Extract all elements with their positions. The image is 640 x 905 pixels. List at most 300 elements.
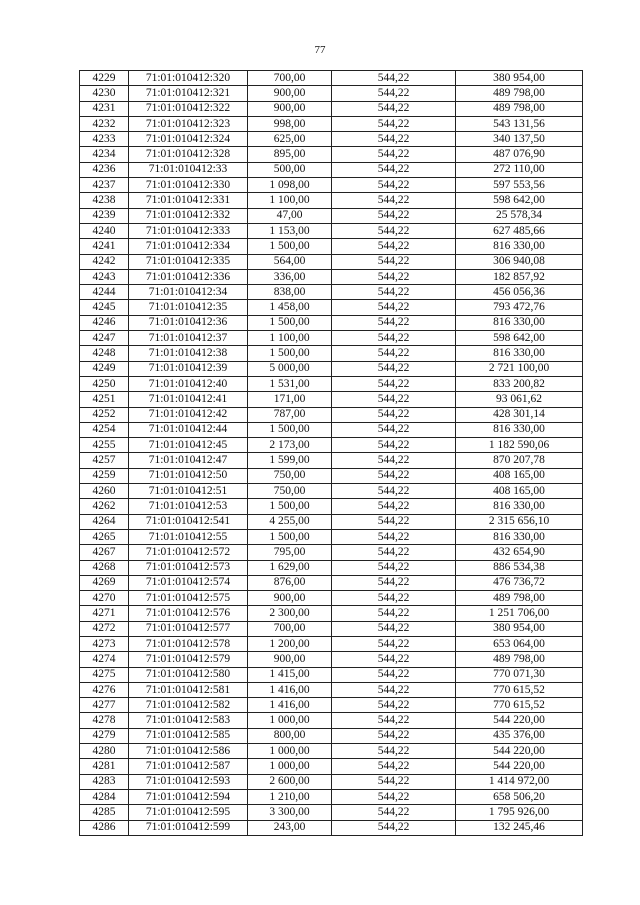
cadastral-value-cell: 1 414 972,00: [456, 774, 583, 789]
table-row: [80, 254, 583, 269]
table-row: [80, 789, 583, 804]
cadastral-value-cell: 487 076,90: [456, 147, 583, 162]
row-number-cell: 4281: [80, 759, 129, 774]
cadastral-number-cell: 71:01:010412:595: [129, 805, 248, 820]
area-cell: 1 531,00: [248, 376, 332, 391]
cadastral-number-cell: 71:01:010412:572: [129, 545, 248, 560]
area-cell: 1 416,00: [248, 682, 332, 697]
row-number-cell: 4238: [80, 193, 129, 208]
cadastral-number-cell: 71:01:010412:322: [129, 101, 248, 116]
table-row: [80, 178, 583, 193]
area-cell: 700,00: [248, 71, 332, 86]
table-row: [80, 392, 583, 407]
specific-value-cell: 544,22: [332, 239, 456, 254]
row-number-cell: 4260: [80, 484, 129, 499]
cadastral-value-cell: 658 506,20: [456, 789, 583, 804]
cadastral-value-cell: 816 330,00: [456, 499, 583, 514]
table-row: [80, 361, 583, 376]
table-row: [80, 376, 583, 391]
cadastral-value-cell: 1 795 926,00: [456, 805, 583, 820]
specific-value-cell: 544,22: [332, 193, 456, 208]
table-row: [80, 422, 583, 437]
row-number-cell: 4264: [80, 514, 129, 529]
specific-value-cell: 544,22: [332, 361, 456, 376]
row-number-cell: 4268: [80, 560, 129, 575]
area-cell: 800,00: [248, 728, 332, 743]
area-cell: 900,00: [248, 86, 332, 101]
cadastral-number-cell: 71:01:010412:579: [129, 652, 248, 667]
specific-value-cell: 544,22: [332, 178, 456, 193]
table-row: [80, 239, 583, 254]
specific-value-cell: 544,22: [332, 621, 456, 636]
area-cell: 5 000,00: [248, 361, 332, 376]
specific-value-cell: 544,22: [332, 300, 456, 315]
table-row: [80, 820, 583, 835]
row-number-cell: 4236: [80, 162, 129, 177]
cadastral-number-cell: 71:01:010412:39: [129, 361, 248, 376]
cadastral-value-cell: 598 642,00: [456, 331, 583, 346]
specific-value-cell: 544,22: [332, 682, 456, 697]
row-number-cell: 4284: [80, 789, 129, 804]
cadastral-value-cell: 489 798,00: [456, 101, 583, 116]
row-number-cell: 4279: [80, 728, 129, 743]
row-number-cell: 4278: [80, 713, 129, 728]
cadastral-number-cell: 71:01:010412:320: [129, 71, 248, 86]
specific-value-cell: 544,22: [332, 71, 456, 86]
cadastral-number-cell: 71:01:010412:582: [129, 698, 248, 713]
cadastral-value-cell: 489 798,00: [456, 86, 583, 101]
cadastral-value-cell: 543 131,56: [456, 116, 583, 131]
row-number-cell: 4273: [80, 636, 129, 651]
cadastral-value-cell: 793 472,76: [456, 300, 583, 315]
row-number-cell: 4283: [80, 774, 129, 789]
area-cell: 336,00: [248, 269, 332, 284]
cadastral-value-cell: 816 330,00: [456, 346, 583, 361]
cadastral-number-cell: 71:01:010412:576: [129, 606, 248, 621]
specific-value-cell: 544,22: [332, 331, 456, 346]
area-cell: 1 153,00: [248, 223, 332, 238]
specific-value-cell: 544,22: [332, 575, 456, 590]
table-row: [80, 744, 583, 759]
cadastral-value-cell: 132 245,46: [456, 820, 583, 835]
cadastral-number-cell: 71:01:010412:580: [129, 667, 248, 682]
cadastral-value-cell: 653 064,00: [456, 636, 583, 651]
table-row: [80, 728, 583, 743]
row-number-cell: 4243: [80, 269, 129, 284]
area-cell: 625,00: [248, 132, 332, 147]
specific-value-cell: 544,22: [332, 529, 456, 544]
table-row: [80, 606, 583, 621]
row-number-cell: 4271: [80, 606, 129, 621]
area-cell: 1 200,00: [248, 636, 332, 651]
cadastral-number-cell: 71:01:010412:577: [129, 621, 248, 636]
row-number-cell: 4257: [80, 453, 129, 468]
cadastral-value-cell: 833 200,82: [456, 376, 583, 391]
table-row: [80, 591, 583, 606]
area-cell: 4 255,00: [248, 514, 332, 529]
cadastral-value-cell: 816 330,00: [456, 422, 583, 437]
area-cell: 2 173,00: [248, 438, 332, 453]
cadastral-value-cell: 182 857,92: [456, 269, 583, 284]
cadastral-value-cell: 1 182 590,06: [456, 438, 583, 453]
cadastral-number-cell: 71:01:010412:321: [129, 86, 248, 101]
cadastral-value-cell: 93 061,62: [456, 392, 583, 407]
area-cell: 1 458,00: [248, 300, 332, 315]
cadastral-number-cell: 71:01:010412:36: [129, 315, 248, 330]
area-cell: 900,00: [248, 591, 332, 606]
row-number-cell: 4259: [80, 468, 129, 483]
area-cell: 1 500,00: [248, 422, 332, 437]
cadastral-number-cell: 71:01:010412:44: [129, 422, 248, 437]
specific-value-cell: 544,22: [332, 162, 456, 177]
specific-value-cell: 544,22: [332, 484, 456, 499]
row-number-cell: 4254: [80, 422, 129, 437]
area-cell: 47,00: [248, 208, 332, 223]
row-number-cell: 4251: [80, 392, 129, 407]
specific-value-cell: 544,22: [332, 269, 456, 284]
cadastral-number-cell: 71:01:010412:573: [129, 560, 248, 575]
row-number-cell: 4270: [80, 591, 129, 606]
page-number: 77: [314, 44, 326, 56]
area-cell: 1 100,00: [248, 331, 332, 346]
specific-value-cell: 544,22: [332, 132, 456, 147]
area-cell: 1 629,00: [248, 560, 332, 575]
row-number-cell: 4239: [80, 208, 129, 223]
area-cell: 900,00: [248, 101, 332, 116]
table-row: [80, 667, 583, 682]
specific-value-cell: 544,22: [332, 208, 456, 223]
cadastral-number-cell: 71:01:010412:323: [129, 116, 248, 131]
table-row: [80, 193, 583, 208]
specific-value-cell: 544,22: [332, 468, 456, 483]
table-row: [80, 499, 583, 514]
row-number-cell: 4269: [80, 575, 129, 590]
table-row: [80, 560, 583, 575]
cadastral-value-cell: 456 056,36: [456, 285, 583, 300]
area-cell: 1 500,00: [248, 529, 332, 544]
area-cell: 2 600,00: [248, 774, 332, 789]
table-row: [80, 652, 583, 667]
specific-value-cell: 544,22: [332, 545, 456, 560]
cadastral-value-cell: 770 071,30: [456, 667, 583, 682]
table-row: [80, 285, 583, 300]
cadastral-value-cell: 272 110,00: [456, 162, 583, 177]
area-cell: 1 000,00: [248, 744, 332, 759]
row-number-cell: 4248: [80, 346, 129, 361]
table-row: [80, 116, 583, 131]
cadastral-number-cell: 71:01:010412:47: [129, 453, 248, 468]
area-cell: 1 210,00: [248, 789, 332, 804]
cadastral-value-cell: 816 330,00: [456, 529, 583, 544]
row-number-cell: 4280: [80, 744, 129, 759]
table-row: [80, 636, 583, 651]
table-row: [80, 453, 583, 468]
row-number-cell: 4277: [80, 698, 129, 713]
cadastral-number-cell: 71:01:010412:328: [129, 147, 248, 162]
specific-value-cell: 544,22: [332, 805, 456, 820]
specific-value-cell: 544,22: [332, 223, 456, 238]
cadastral-number-cell: 71:01:010412:330: [129, 178, 248, 193]
table-row: [80, 300, 583, 315]
area-cell: 3 300,00: [248, 805, 332, 820]
specific-value-cell: 544,22: [332, 499, 456, 514]
row-number-cell: 4262: [80, 499, 129, 514]
area-cell: 500,00: [248, 162, 332, 177]
specific-value-cell: 544,22: [332, 392, 456, 407]
specific-value-cell: 544,22: [332, 514, 456, 529]
cadastral-value-cell: 489 798,00: [456, 591, 583, 606]
table-row: [80, 575, 583, 590]
cadastral-value-cell: 627 485,66: [456, 223, 583, 238]
specific-value-cell: 544,22: [332, 101, 456, 116]
cadastral-value-cell: 770 615,52: [456, 682, 583, 697]
cadastral-number-cell: 71:01:010412:42: [129, 407, 248, 422]
row-number-cell: 4286: [80, 820, 129, 835]
specific-value-cell: 544,22: [332, 285, 456, 300]
specific-value-cell: 544,22: [332, 560, 456, 575]
specific-value-cell: 544,22: [332, 438, 456, 453]
cadastral-number-cell: 71:01:010412:55: [129, 529, 248, 544]
table-row: [80, 269, 583, 284]
cadastral-value-cell: 544 220,00: [456, 713, 583, 728]
row-number-cell: 4285: [80, 805, 129, 820]
specific-value-cell: 544,22: [332, 698, 456, 713]
cadastral-number-cell: 71:01:010412:541: [129, 514, 248, 529]
row-number-cell: 4233: [80, 132, 129, 147]
table-row: [80, 86, 583, 101]
cadastral-number-cell: 71:01:010412:41: [129, 392, 248, 407]
cadastral-value-cell: 2 315 656,10: [456, 514, 583, 529]
cadastral-value-cell: 428 301,14: [456, 407, 583, 422]
area-cell: 564,00: [248, 254, 332, 269]
specific-value-cell: 544,22: [332, 636, 456, 651]
cadastral-value-cell: 25 578,34: [456, 208, 583, 223]
cadastral-value-cell: 380 954,00: [456, 621, 583, 636]
table-row: [80, 315, 583, 330]
cadastral-value-cell: 598 642,00: [456, 193, 583, 208]
area-cell: 1 000,00: [248, 713, 332, 728]
cadastral-number-cell: 71:01:010412:581: [129, 682, 248, 697]
area-cell: 1 500,00: [248, 499, 332, 514]
table-row: [80, 759, 583, 774]
cadastral-value-cell: 432 654,90: [456, 545, 583, 560]
area-cell: 1 500,00: [248, 346, 332, 361]
area-cell: 171,00: [248, 392, 332, 407]
row-number-cell: 4246: [80, 315, 129, 330]
area-cell: 700,00: [248, 621, 332, 636]
specific-value-cell: 544,22: [332, 652, 456, 667]
table-row: [80, 132, 583, 147]
specific-value-cell: 544,22: [332, 820, 456, 835]
area-cell: 750,00: [248, 484, 332, 499]
table-row: [80, 468, 583, 483]
table-body: [80, 71, 583, 836]
row-number-cell: 4276: [80, 682, 129, 697]
table-row: [80, 407, 583, 422]
cadastral-number-cell: 71:01:010412:35: [129, 300, 248, 315]
area-cell: 895,00: [248, 147, 332, 162]
cadastral-number-cell: 71:01:010412:332: [129, 208, 248, 223]
cadastral-number-cell: 71:01:010412:333: [129, 223, 248, 238]
table-row: [80, 805, 583, 820]
row-number-cell: 4241: [80, 239, 129, 254]
cadastral-number-cell: 71:01:010412:33: [129, 162, 248, 177]
table-row: [80, 101, 583, 116]
cadastral-number-cell: 71:01:010412:50: [129, 468, 248, 483]
area-cell: 1 000,00: [248, 759, 332, 774]
cadastral-number-cell: 71:01:010412:324: [129, 132, 248, 147]
cadastral-number-cell: 71:01:010412:575: [129, 591, 248, 606]
cadastral-number-cell: 71:01:010412:51: [129, 484, 248, 499]
cadastral-value-cell: 870 207,78: [456, 453, 583, 468]
specific-value-cell: 544,22: [332, 86, 456, 101]
table-row: [80, 484, 583, 499]
cadastral-number-cell: 71:01:010412:578: [129, 636, 248, 651]
table-row: [80, 331, 583, 346]
row-number-cell: 4265: [80, 529, 129, 544]
cadastral-value-cell: 489 798,00: [456, 652, 583, 667]
table-row: [80, 147, 583, 162]
cadastral-number-cell: 71:01:010412:593: [129, 774, 248, 789]
cadastral-value-cell: 380 954,00: [456, 71, 583, 86]
area-cell: 1 098,00: [248, 178, 332, 193]
cadastral-value-cell: 886 534,38: [456, 560, 583, 575]
cadastral-number-cell: 71:01:010412:45: [129, 438, 248, 453]
area-cell: 787,00: [248, 407, 332, 422]
specific-value-cell: 544,22: [332, 713, 456, 728]
cadastral-value-cell: 770 615,52: [456, 698, 583, 713]
cadastral-number-cell: 71:01:010412:585: [129, 728, 248, 743]
specific-value-cell: 544,22: [332, 667, 456, 682]
row-number-cell: 4250: [80, 376, 129, 391]
cadastral-number-cell: 71:01:010412:599: [129, 820, 248, 835]
cadastral-value-cell: 408 165,00: [456, 484, 583, 499]
table-row: [80, 162, 583, 177]
specific-value-cell: 544,22: [332, 422, 456, 437]
specific-value-cell: 544,22: [332, 759, 456, 774]
row-number-cell: 4237: [80, 178, 129, 193]
table-row: [80, 71, 583, 86]
area-cell: 1 500,00: [248, 315, 332, 330]
area-cell: 1 599,00: [248, 453, 332, 468]
area-cell: 795,00: [248, 545, 332, 560]
specific-value-cell: 544,22: [332, 346, 456, 361]
table-row: [80, 713, 583, 728]
cadastral-value-cell: 544 220,00: [456, 759, 583, 774]
cadastral-number-cell: 71:01:010412:594: [129, 789, 248, 804]
cadastral-value-cell: 1 251 706,00: [456, 606, 583, 621]
area-cell: 900,00: [248, 652, 332, 667]
cadastral-number-cell: 71:01:010412:586: [129, 744, 248, 759]
cadastral-number-cell: 71:01:010412:574: [129, 575, 248, 590]
row-number-cell: 4244: [80, 285, 129, 300]
area-cell: 1 500,00: [248, 239, 332, 254]
row-number-cell: 4272: [80, 621, 129, 636]
cadastral-value-cell: 340 137,50: [456, 132, 583, 147]
cadastral-value-table: [79, 70, 583, 836]
specific-value-cell: 544,22: [332, 116, 456, 131]
table-row: [80, 346, 583, 361]
area-cell: 998,00: [248, 116, 332, 131]
row-number-cell: 4267: [80, 545, 129, 560]
row-number-cell: 4240: [80, 223, 129, 238]
cadastral-number-cell: 71:01:010412:583: [129, 713, 248, 728]
specific-value-cell: 544,22: [332, 315, 456, 330]
row-number-cell: 4252: [80, 407, 129, 422]
area-cell: 750,00: [248, 468, 332, 483]
cadastral-value-cell: 435 376,00: [456, 728, 583, 743]
specific-value-cell: 544,22: [332, 407, 456, 422]
cadastral-number-cell: 71:01:010412:587: [129, 759, 248, 774]
row-number-cell: 4249: [80, 361, 129, 376]
cadastral-value-cell: 306 940,08: [456, 254, 583, 269]
cadastral-number-cell: 71:01:010412:336: [129, 269, 248, 284]
specific-value-cell: 544,22: [332, 744, 456, 759]
row-number-cell: 4229: [80, 71, 129, 86]
row-number-cell: 4232: [80, 116, 129, 131]
row-number-cell: 4230: [80, 86, 129, 101]
specific-value-cell: 544,22: [332, 774, 456, 789]
table-row: [80, 514, 583, 529]
specific-value-cell: 544,22: [332, 147, 456, 162]
cadastral-value-cell: 816 330,00: [456, 239, 583, 254]
row-number-cell: 4242: [80, 254, 129, 269]
cadastral-value-cell: 476 736,72: [456, 575, 583, 590]
specific-value-cell: 544,22: [332, 254, 456, 269]
specific-value-cell: 544,22: [332, 376, 456, 391]
cadastral-value-cell: 2 721 100,00: [456, 361, 583, 376]
row-number-cell: 4274: [80, 652, 129, 667]
row-number-cell: 4234: [80, 147, 129, 162]
cadastral-number-cell: 71:01:010412:334: [129, 239, 248, 254]
cadastral-number-cell: 71:01:010412:53: [129, 499, 248, 514]
cadastral-number-cell: 71:01:010412:335: [129, 254, 248, 269]
row-number-cell: 4275: [80, 667, 129, 682]
cadastral-value-cell: 544 220,00: [456, 744, 583, 759]
specific-value-cell: 544,22: [332, 591, 456, 606]
specific-value-cell: 544,22: [332, 789, 456, 804]
area-cell: 2 300,00: [248, 606, 332, 621]
table-row: [80, 529, 583, 544]
cadastral-number-cell: 71:01:010412:331: [129, 193, 248, 208]
area-cell: 243,00: [248, 820, 332, 835]
row-number-cell: 4245: [80, 300, 129, 315]
cadastral-number-cell: 71:01:010412:38: [129, 346, 248, 361]
table-row: [80, 208, 583, 223]
table-row: [80, 682, 583, 697]
table-row: [80, 223, 583, 238]
area-cell: 838,00: [248, 285, 332, 300]
table-row: [80, 621, 583, 636]
table-row: [80, 438, 583, 453]
cadastral-value-cell: 408 165,00: [456, 468, 583, 483]
table-row: [80, 698, 583, 713]
row-number-cell: 4255: [80, 438, 129, 453]
area-cell: 1 415,00: [248, 667, 332, 682]
cadastral-number-cell: 71:01:010412:34: [129, 285, 248, 300]
table-row: [80, 545, 583, 560]
row-number-cell: 4231: [80, 101, 129, 116]
cadastral-number-cell: 71:01:010412:37: [129, 331, 248, 346]
table-row: [80, 774, 583, 789]
cadastral-number-cell: 71:01:010412:40: [129, 376, 248, 391]
specific-value-cell: 544,22: [332, 453, 456, 468]
area-cell: 1 416,00: [248, 698, 332, 713]
cadastral-value-cell: 597 553,56: [456, 178, 583, 193]
area-cell: 876,00: [248, 575, 332, 590]
specific-value-cell: 544,22: [332, 606, 456, 621]
specific-value-cell: 544,22: [332, 728, 456, 743]
